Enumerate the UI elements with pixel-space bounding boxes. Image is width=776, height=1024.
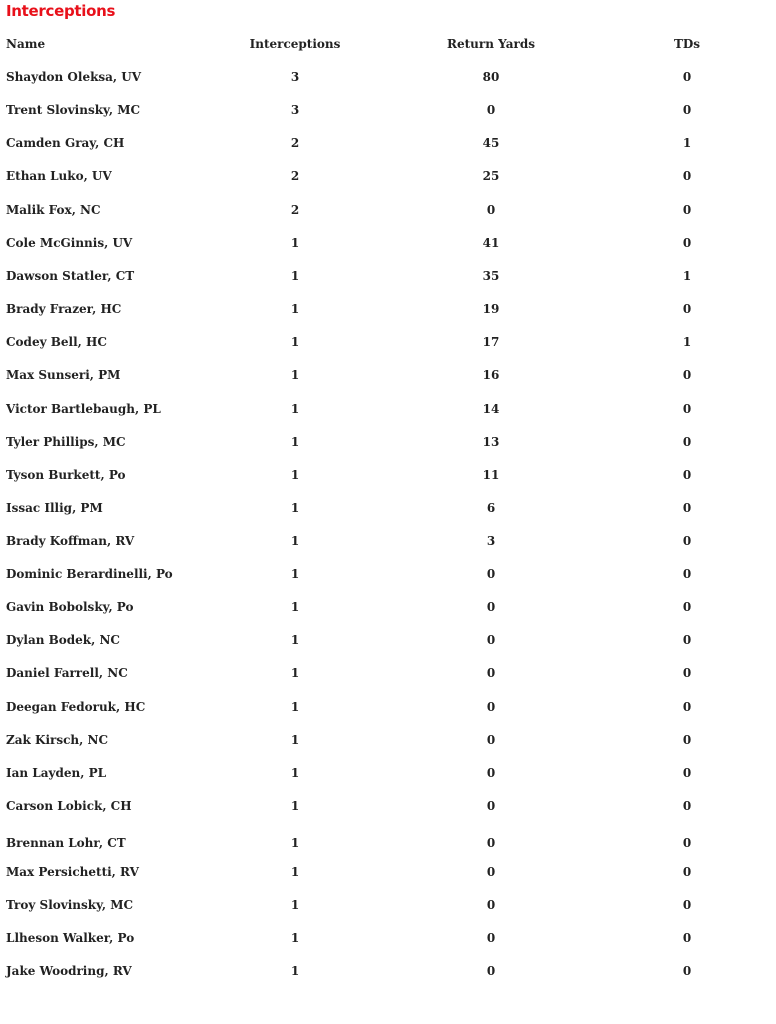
- interceptions-value: 1: [290, 501, 300, 515]
- interceptions-value: 1: [290, 733, 300, 747]
- table-row: [0, 763, 776, 783]
- interceptions-value: 3: [290, 103, 300, 117]
- table-row: [0, 796, 776, 816]
- interceptions-value: 1: [290, 600, 300, 614]
- return-yards-value: 0: [486, 931, 496, 945]
- player-name: Cole McGinnis, UV: [6, 236, 133, 250]
- interceptions-value: 1: [290, 799, 300, 813]
- return-yards-value: 14: [482, 402, 500, 416]
- tds-value: 0: [682, 600, 692, 614]
- return-yards-value: 0: [486, 600, 496, 614]
- column-header-tds: TDs: [673, 37, 701, 51]
- tds-value: 0: [682, 633, 692, 647]
- return-yards-value: 0: [486, 865, 496, 879]
- interceptions-value: 1: [290, 666, 300, 680]
- table-row: [0, 531, 776, 551]
- page-title: Interceptions: [6, 2, 116, 20]
- return-yards-value: 35: [482, 269, 500, 283]
- tds-value: 0: [682, 865, 692, 879]
- table-row: [0, 299, 776, 319]
- player-name: Malik Fox, NC: [6, 203, 101, 217]
- interceptions-value: 1: [290, 402, 300, 416]
- player-name: Issac Illig, PM: [6, 501, 103, 515]
- interceptions-value: 2: [290, 136, 300, 150]
- return-yards-value: 0: [486, 733, 496, 747]
- return-yards-value: 16: [482, 368, 500, 382]
- table-row: [0, 399, 776, 419]
- table-row: [0, 697, 776, 717]
- tds-value: 0: [682, 666, 692, 680]
- table-row: [0, 961, 776, 981]
- return-yards-value: 0: [486, 666, 496, 680]
- return-yards-value: 0: [486, 964, 496, 978]
- tds-value: 0: [682, 302, 692, 316]
- return-yards-value: 45: [482, 136, 500, 150]
- interceptions-value: 1: [290, 335, 300, 349]
- tds-value: 0: [682, 733, 692, 747]
- return-yards-value: 11: [482, 468, 500, 482]
- interceptions-value: 2: [290, 169, 300, 183]
- player-name: Codey Bell, HC: [6, 335, 107, 349]
- player-name: Daniel Farrell, NC: [6, 666, 128, 680]
- tds-value: 0: [682, 534, 692, 548]
- player-name: Tyson Burkett, Po: [6, 468, 126, 482]
- tds-value: 0: [682, 501, 692, 515]
- interceptions-value: 1: [290, 435, 300, 449]
- return-yards-value: 17: [482, 335, 500, 349]
- return-yards-value: 0: [486, 836, 496, 850]
- table-row: [0, 432, 776, 452]
- player-name: Brennan Lohr, CT: [6, 836, 126, 850]
- interceptions-value: 1: [290, 766, 300, 780]
- interceptions-value: 1: [290, 368, 300, 382]
- table-row: [0, 498, 776, 518]
- tds-value: 0: [682, 203, 692, 217]
- return-yards-value: 0: [486, 103, 496, 117]
- interceptions-value: 1: [290, 468, 300, 482]
- return-yards-value: 3: [486, 534, 496, 548]
- tds-value: 1: [682, 335, 692, 349]
- tds-value: 0: [682, 964, 692, 978]
- player-name: Zak Kirsch, NC: [6, 733, 108, 747]
- tds-value: 0: [682, 169, 692, 183]
- interceptions-value: 1: [290, 567, 300, 581]
- tds-value: 0: [682, 931, 692, 945]
- return-yards-value: 41: [482, 236, 500, 250]
- table-header: [0, 34, 776, 54]
- return-yards-value: 0: [486, 567, 496, 581]
- interceptions-value: 2: [290, 203, 300, 217]
- table-row: [0, 564, 776, 584]
- return-yards-value: 0: [486, 700, 496, 714]
- interceptions-value: 3: [290, 70, 300, 84]
- table-row: [0, 597, 776, 617]
- table-row: [0, 365, 776, 385]
- player-name: Camden Gray, CH: [6, 136, 125, 150]
- tds-value: 0: [682, 103, 692, 117]
- player-name: Deegan Fedoruk, HC: [6, 700, 146, 714]
- player-name: Ian Layden, PL: [6, 766, 107, 780]
- player-name: Dylan Bodek, NC: [6, 633, 120, 647]
- player-name: Shaydon Oleksa, UV: [6, 70, 142, 84]
- interceptions-value: 1: [290, 931, 300, 945]
- table-row: [0, 133, 776, 153]
- tds-value: 0: [682, 402, 692, 416]
- interceptions-value: 1: [290, 865, 300, 879]
- tds-value: 0: [682, 836, 692, 850]
- table-row: [0, 895, 776, 915]
- column-header-return-yards: Return Yards: [447, 37, 535, 51]
- table-row: [0, 862, 776, 882]
- tds-value: 0: [682, 435, 692, 449]
- tds-value: 0: [682, 700, 692, 714]
- return-yards-value: 0: [486, 898, 496, 912]
- table-row: [0, 332, 776, 352]
- return-yards-value: 0: [486, 633, 496, 647]
- return-yards-value: 6: [486, 501, 496, 515]
- table-row: [0, 833, 776, 853]
- player-name: Brady Koffman, RV: [6, 534, 135, 548]
- table-row: [0, 928, 776, 948]
- table-row: [0, 266, 776, 286]
- column-header-interceptions: Interceptions: [249, 37, 341, 51]
- table-row: [0, 166, 776, 186]
- interceptions-value: 1: [290, 269, 300, 283]
- interceptions-value: 1: [290, 302, 300, 316]
- player-name: Llheson Walker, Po: [6, 931, 135, 945]
- tds-value: 0: [682, 567, 692, 581]
- column-header-name: Name: [6, 37, 46, 51]
- return-yards-value: 0: [486, 203, 496, 217]
- return-yards-value: 25: [482, 169, 500, 183]
- player-name: Max Persichetti, RV: [6, 865, 139, 879]
- return-yards-value: 13: [482, 435, 500, 449]
- return-yards-value: 80: [482, 70, 500, 84]
- table-row: [0, 67, 776, 87]
- player-name: Max Sunseri, PM: [6, 368, 121, 382]
- interceptions-value: 1: [290, 700, 300, 714]
- table-row: [0, 663, 776, 683]
- table-row: [0, 233, 776, 253]
- tds-value: 0: [682, 70, 692, 84]
- tds-value: 0: [682, 468, 692, 482]
- table-row: [0, 730, 776, 750]
- player-name: Trent Slovinsky, MC: [6, 103, 141, 117]
- interceptions-value: 1: [290, 534, 300, 548]
- table-row: [0, 100, 776, 120]
- player-name: Victor Bartlebaugh, PL: [6, 402, 161, 416]
- table-row: [0, 465, 776, 485]
- player-name: Brady Frazer, HC: [6, 302, 122, 316]
- interceptions-value: 1: [290, 964, 300, 978]
- tds-value: 0: [682, 799, 692, 813]
- tds-value: 1: [682, 136, 692, 150]
- tds-value: 0: [682, 766, 692, 780]
- interceptions-value: 1: [290, 836, 300, 850]
- table-row: [0, 200, 776, 220]
- return-yards-value: 19: [482, 302, 500, 316]
- player-name: Ethan Luko, UV: [6, 169, 112, 183]
- player-name: Jake Woodring, RV: [6, 964, 132, 978]
- tds-value: 0: [682, 898, 692, 912]
- player-name: Carson Lobick, CH: [6, 799, 132, 813]
- player-name: Dominic Berardinelli, Po: [6, 567, 173, 581]
- tds-value: 0: [682, 368, 692, 382]
- interceptions-value: 1: [290, 633, 300, 647]
- interceptions-value: 1: [290, 898, 300, 912]
- return-yards-value: 0: [486, 799, 496, 813]
- return-yards-value: 0: [486, 766, 496, 780]
- player-name: Troy Slovinsky, MC: [6, 898, 134, 912]
- player-name: Dawson Statler, CT: [6, 269, 135, 283]
- tds-value: 1: [682, 269, 692, 283]
- player-name: Gavin Bobolsky, Po: [6, 600, 134, 614]
- interceptions-value: 1: [290, 236, 300, 250]
- tds-value: 0: [682, 236, 692, 250]
- table-row: [0, 630, 776, 650]
- player-name: Tyler Phillips, MC: [6, 435, 126, 449]
